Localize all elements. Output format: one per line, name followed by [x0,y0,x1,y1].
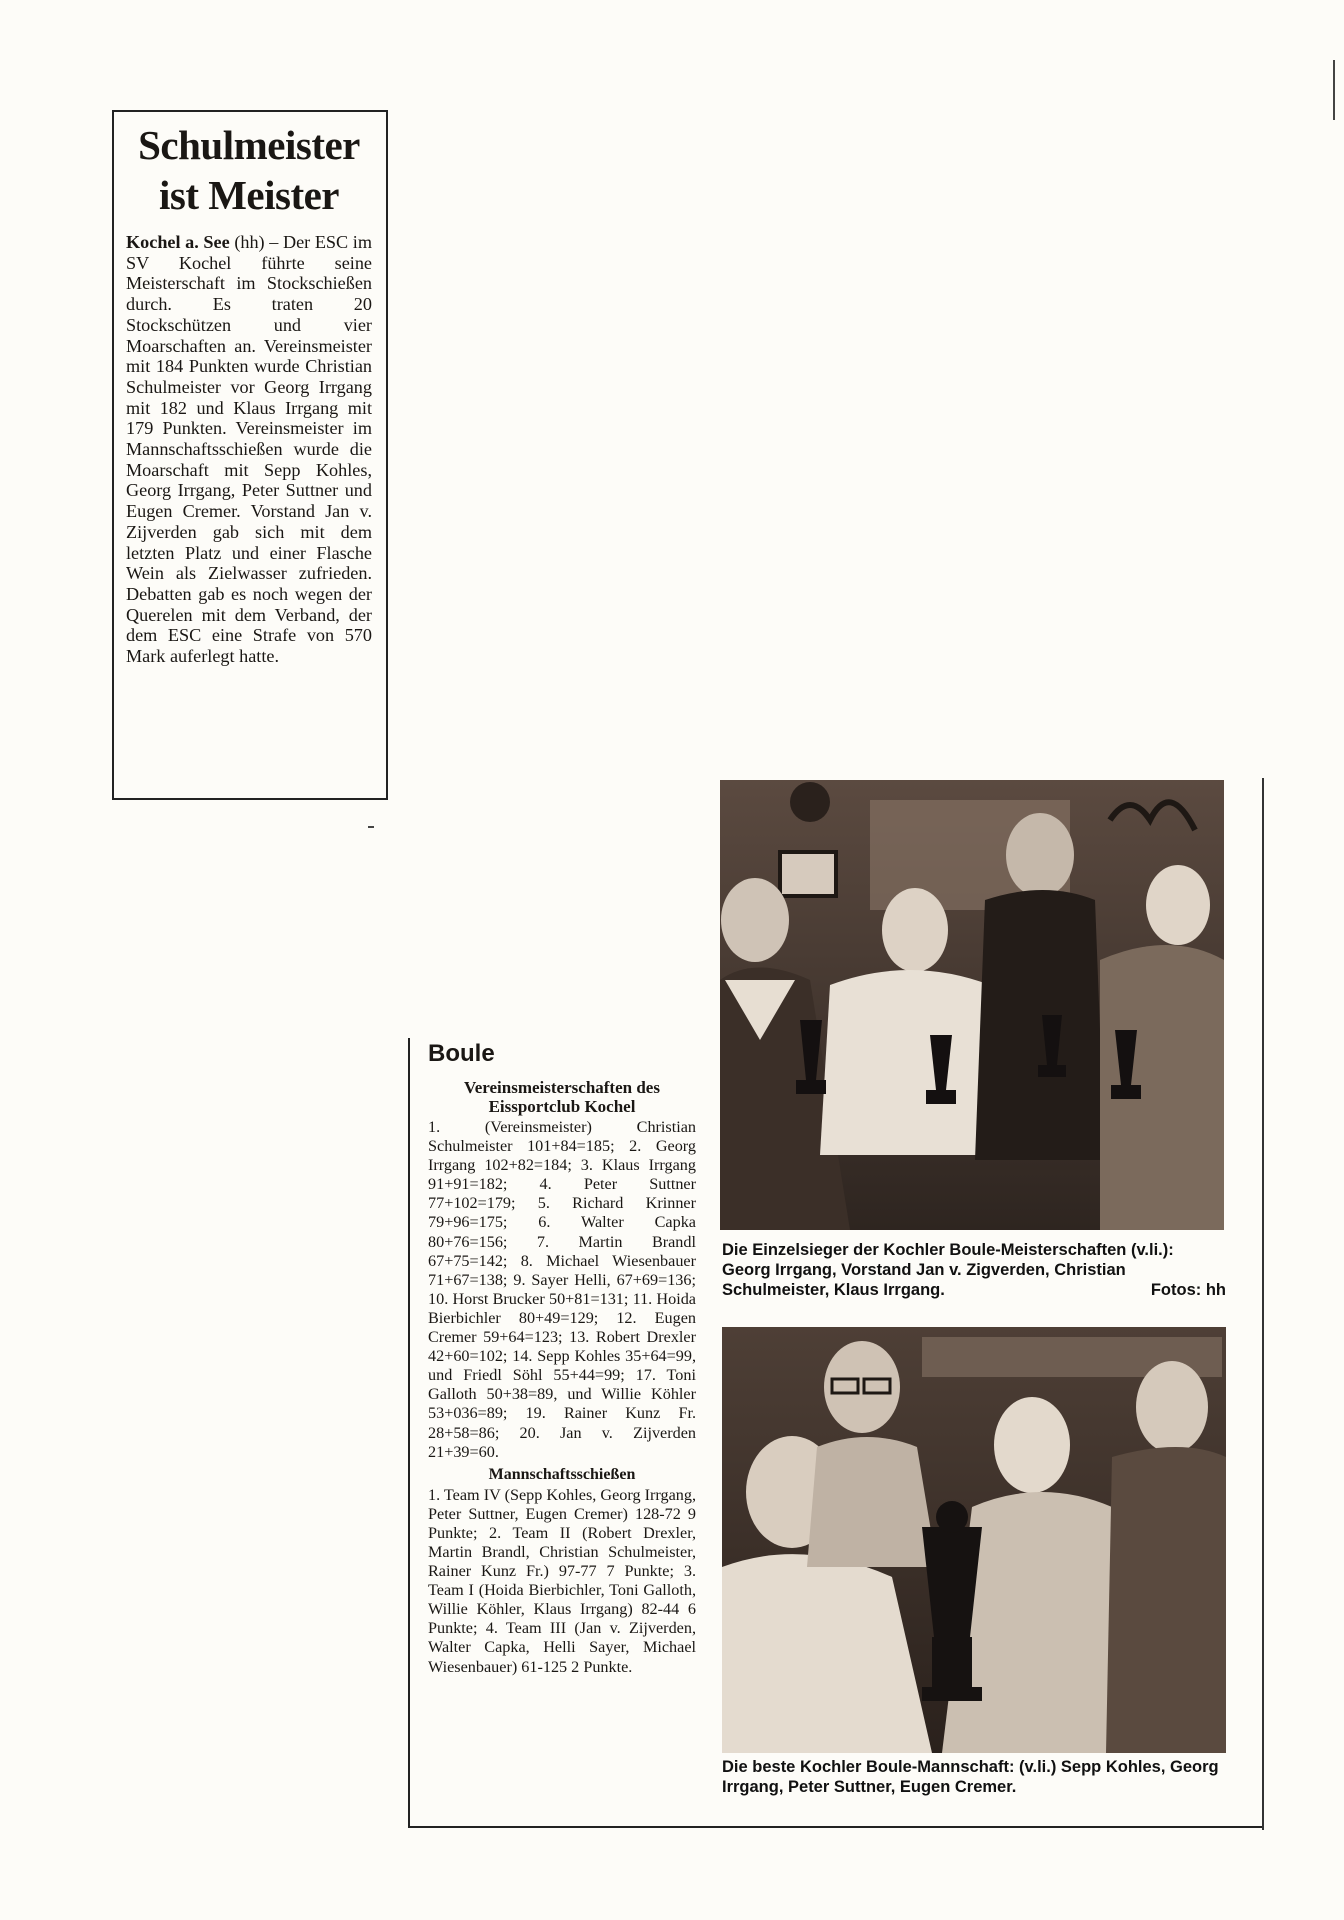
photo-best-team-image [722,1327,1226,1753]
right-rule [1262,778,1264,1830]
caption-text: Die Einzelsieger der Kochler Boule-Meisterschaften (v.li.): Georg Irrgang, Vorstand Jan v. Zigverden, Christian Schulmeister, Klaus Irrgang. [722,1241,1174,1299]
article-schulmeister [112,110,388,800]
team-heading: Mannschaftsschießen [488,1465,636,1483]
results-subheading: Vereinsmeisterschaften des Eissportclub Kochel [464,1078,660,1116]
photo-credit: Fotos: hh [1150,1281,1226,1299]
scan-edge-mark [1333,60,1335,120]
photo-best-team-caption: Die beste Kochler Boule-Mannschaft: (v.li.) Sepp Kohles, Georg Irrgang, Peter Suttner, Eugen Cremer. [722,1758,1219,1796]
photo-individual-winners [720,780,1224,1230]
individual-results: 1. (Vereinsmeister) Christian Schulmeister 101+84=185; 2. Georg Irrgang 102+82=184; 3. Klaus Irrgang 91+91=182; 4. Peter Suttner 77+102=179; 5. Richard Krinner 79+96=175; 6. Walter Capka 80+76=156; 7. Martin Brandl 67+75=142; 8. Michael Wiesenbauer 71+67=138; 9. Sayer Helli, 67+69=136; 10. Horst Brucker 50+81=131; 11. Hoida Bierbichler 80+49=129; 12. Eugen Cremer 59+64=123; 13. Robert Drexler 42+60=102; 14. Sepp Kohles 35+64=99, und Friedl Söhl 55+44=99; 17. Toni Galloth 50+38=89, und Willie Köhler 53+036=89; 19. Rainer Kunz Fr. 28+58=86; 20. Jan v. Zijverden 21+39=60. [428,1118,696,1461]
section-title: Boule [428,1040,495,1067]
headline-line-2: ist Meister [158,172,340,218]
scan-dash-mark [368,826,374,828]
dateline: Kochel a. See [126,232,230,252]
article-body [126,232,372,667]
standings-column [428,1038,696,1677]
article-text: (hh) – Der ESC im SV Kochel führte seine Meisterschaft im Stockschießen durch. Es traten 20 Stockschützen und vier Moarschaften an. Vereinsmeister mit 184 Punkten wurde Christian Schulmeister vor Georg Irrgang mit 182 und Klaus Irrgang mit 179 Punkten. Vereinsmeister im Mannschaftsschießen wurde die Moarschaft mit Sepp Kohles, Georg Irrgang, Peter Suttner und Eugen Cremer. Vorstand Jan v. Zijverden gab sich mit dem letzten Platz und einer Flasche Wein als Zielwasser zufrieden. Debatten gab es noch wegen der Querelen mit dem Verband, der dem ESC eine Strafe von 570 Mark auferlegt hatte. [126,232,372,667]
headline-line-1: Schulmeister [138,122,360,168]
article-headline [126,120,372,220]
photo-individual-winners-caption [722,1240,1226,1300]
photo-individual-winners-image [720,780,1224,1230]
team-results: 1. Team IV (Sepp Kohles, Georg Irrgang, Peter Suttner, Eugen Cremer) 128-72 9 Punkte; 2. Team II (Robert Drexler, Martin Brandl, Christian Schulmeister, Rainer Kunz Fr.) 97-77 7 Punkte; 3. Team I (Hoida Bierbichler, Toni Galloth, Willie Köhler, Klaus Irrgang) 82-44 6 Punkte; 4. Team III (Jan v. Zijverden, Walter Capka, Helli Sayer, Michael Wiesenbauer) 61-125 2 Punkte. [428,1485,696,1676]
photo-best-team [722,1327,1226,1753]
